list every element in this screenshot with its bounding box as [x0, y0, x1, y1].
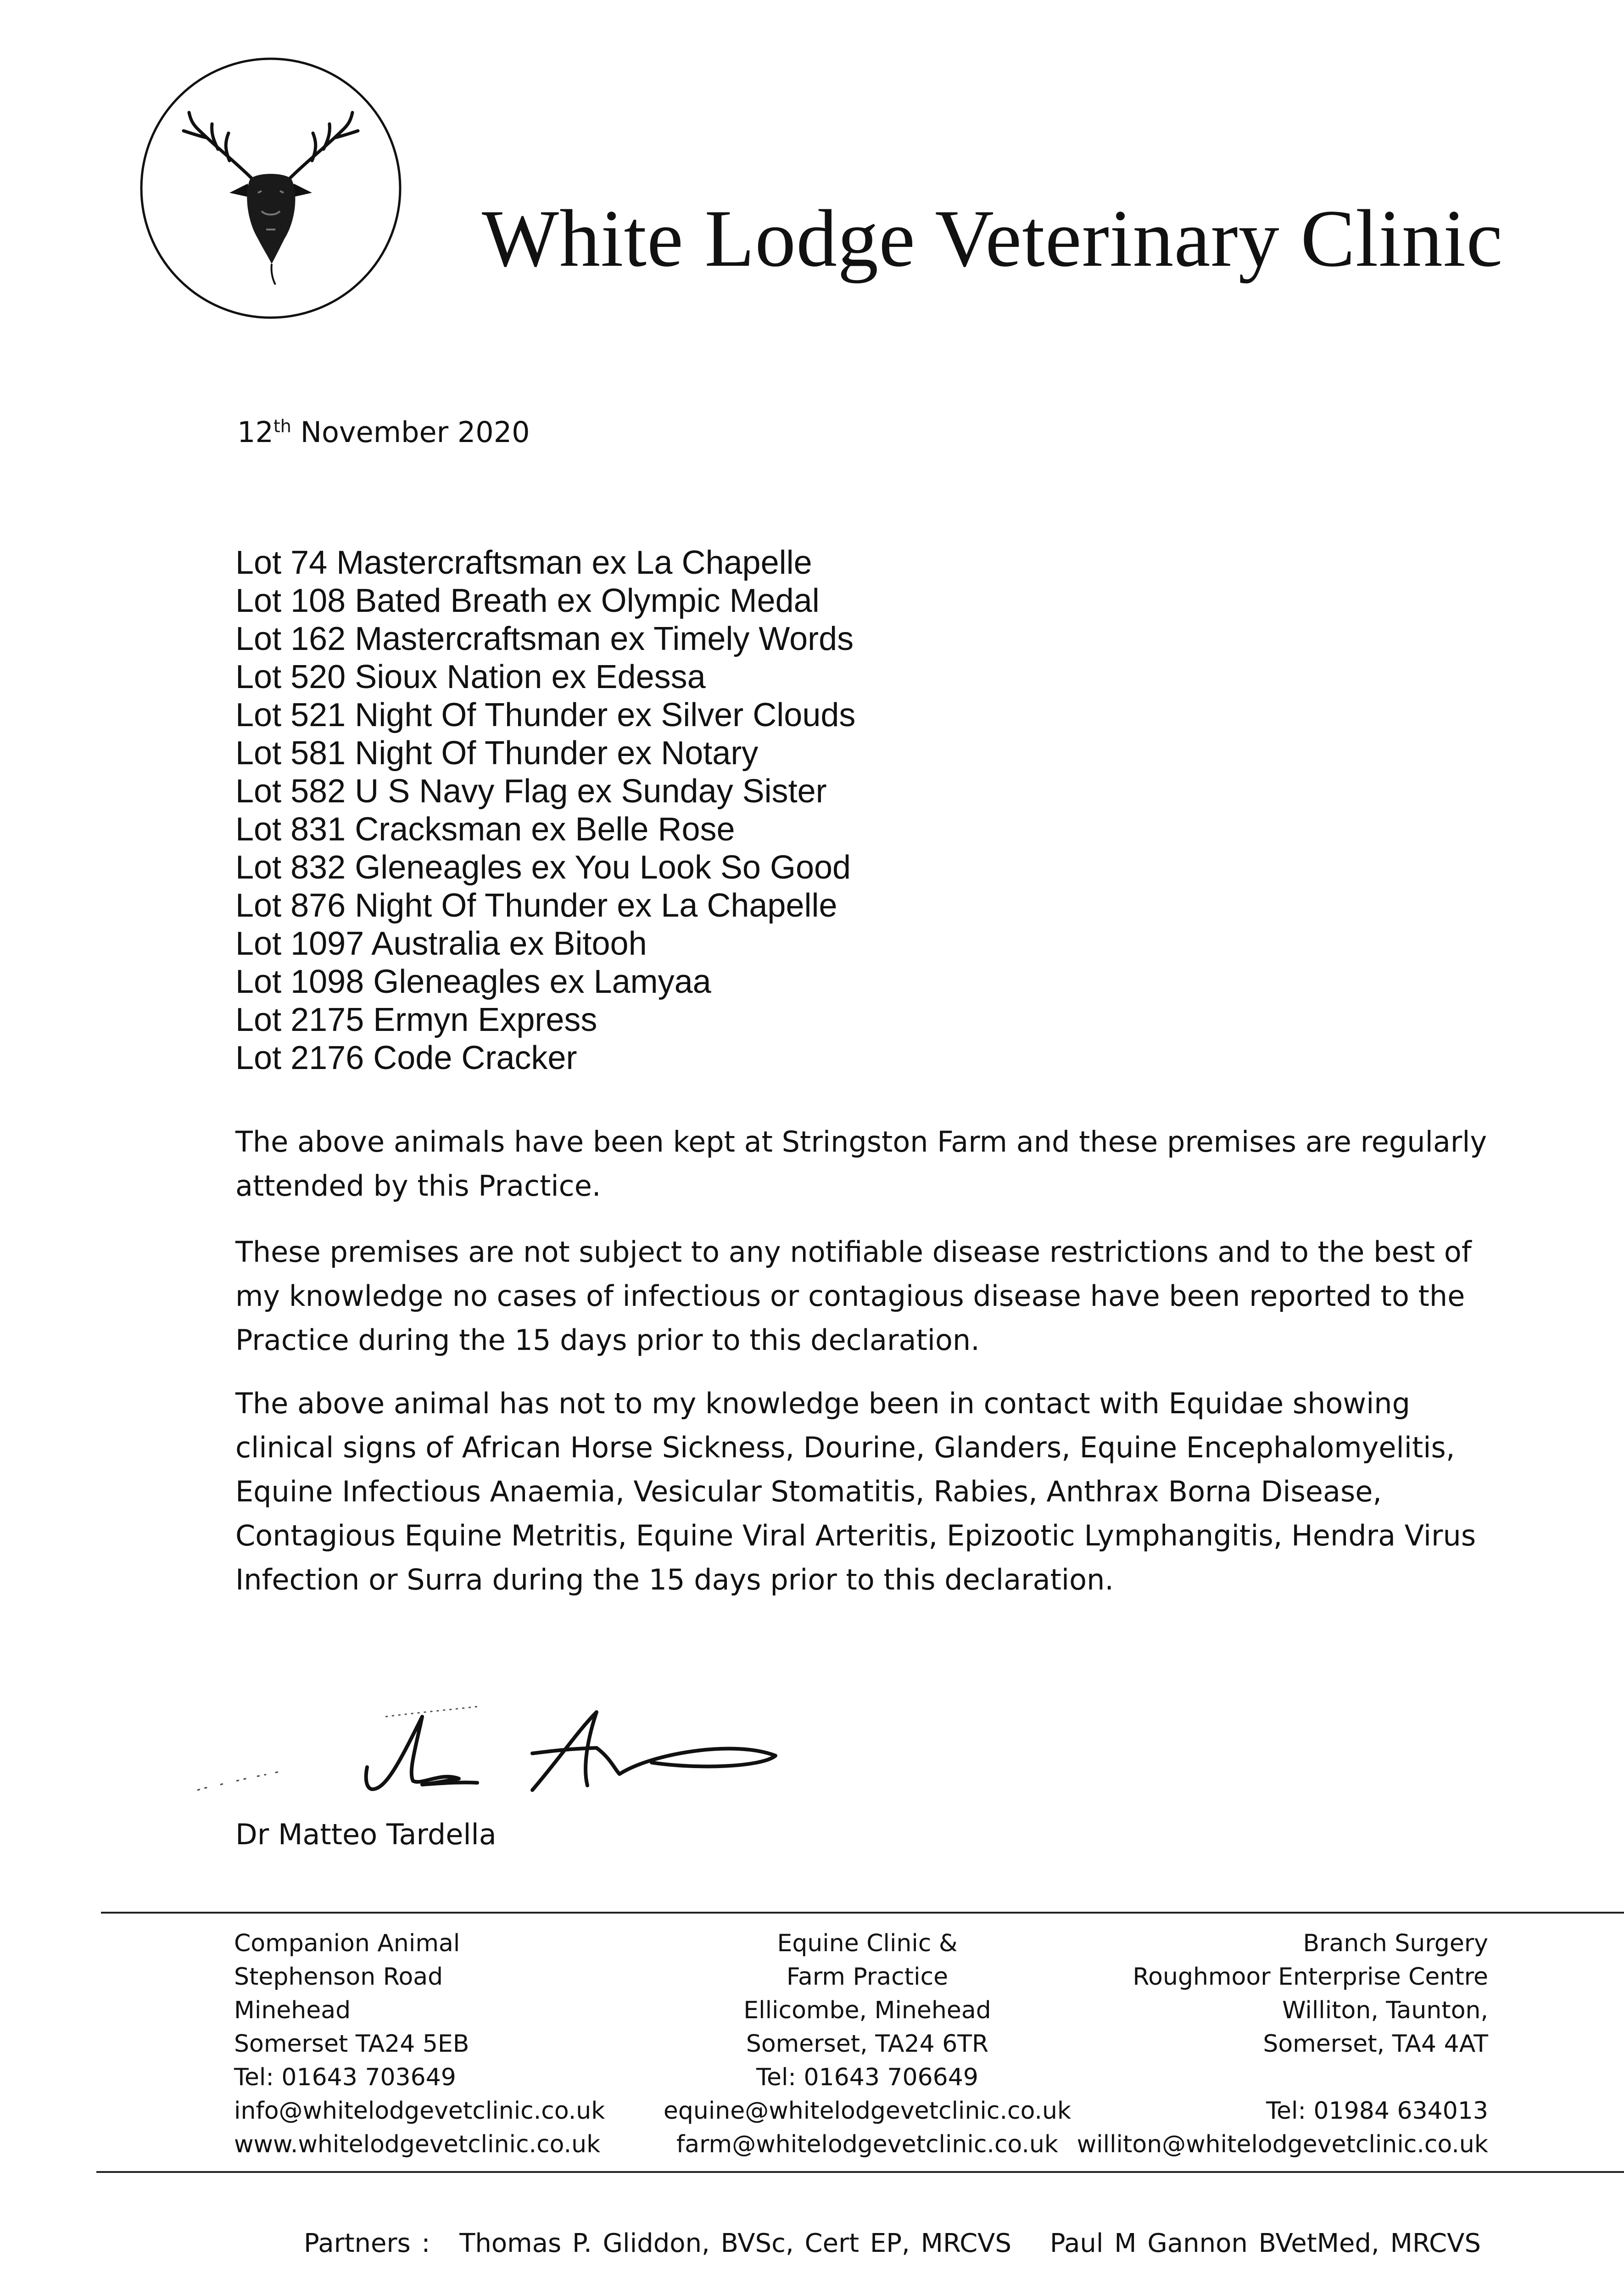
- address-line: Minehead: [234, 1997, 351, 2024]
- letter-date: [237, 415, 530, 449]
- lot-item: Lot 162 Mastercraftsman ex Timely Words: [235, 621, 854, 657]
- address-spacer: [1077, 2061, 1488, 2094]
- companion-animal-address: [234, 1927, 605, 2161]
- address-line: Somerset, TA4 4AT: [1263, 2030, 1488, 2058]
- lot-item: Lot 832 Gleneagles ex You Look So Good: [235, 849, 851, 886]
- address-line: Somerset TA24 5EB: [234, 2030, 469, 2058]
- email-link[interactable]: farm@whitelodgevetclinic.co.uk: [676, 2131, 1059, 2158]
- address-line: Roughmoor Enterprise Centre: [1133, 1963, 1488, 1991]
- email-link[interactable]: williton@whitelodgevetclinic.co.uk: [1077, 2131, 1488, 2158]
- lot-item: Lot 2175 Ermyn Express: [235, 1002, 597, 1038]
- address-line: Williton, Taunton,: [1282, 1997, 1488, 2024]
- lot-item: Lot 582 U S Navy Flag ex Sunday Sister: [235, 773, 827, 810]
- lot-item: Lot 521 Night Of Thunder ex Silver Clouds: [235, 697, 856, 733]
- lot-item: Lot 2176 Code Cracker: [235, 1040, 577, 1076]
- email-link[interactable]: info@whitelodgevetclinic.co.uk: [234, 2097, 605, 2125]
- signatory-name: Dr Matteo Tardella: [235, 1818, 497, 1851]
- date-month-year: November 2020: [291, 415, 530, 449]
- date-suffix: th: [273, 416, 291, 437]
- disease-restrictions-paragraph: These premises are not subject to any notifiable disease restrictions and to the best of my knowledge no cases of infectious or contagious disease have been reported to the Practice during the 15 days prior to this declaration.: [235, 1235, 1472, 1357]
- website-link[interactable]: www.whitelodgevetclinic.co.uk: [234, 2131, 601, 2158]
- address-line: Equine Clinic &: [777, 1930, 958, 1957]
- branch-surgery-address: [1077, 1927, 1488, 2161]
- footer-divider-bottom: [96, 2171, 1624, 2173]
- premises-paragraph: The above animals have been kept at Stringston Farm and these premises are regularly attended by this Practice.: [235, 1125, 1487, 1203]
- phone-number: Tel: 01643 703649: [234, 2064, 456, 2091]
- email-link[interactable]: equine@whitelodgevetclinic.co.uk: [663, 2097, 1072, 2125]
- lot-item: Lot 108 Bated Breath ex Olympic Medal: [235, 582, 820, 619]
- lot-item: Lot 520 Sioux Nation ex Edessa: [235, 659, 706, 695]
- lot-item: Lot 74 Mastercraftsman ex La Chapelle: [235, 544, 812, 581]
- lot-item: Lot 831 Cracksman ex Belle Rose: [235, 811, 735, 848]
- partners-line: [304, 2228, 1481, 2258]
- stag-head-logo: [138, 55, 404, 321]
- partners-label: Partners :: [304, 2228, 430, 2258]
- lot-item: Lot 581 Night Of Thunder ex Notary: [235, 735, 759, 772]
- partner-name: Thomas P. Gliddon, BVSc, Cert EP, MRCVS: [459, 2228, 1012, 2258]
- phone-number: Tel: 01643 706649: [756, 2064, 978, 2091]
- equine-clinic-address: [615, 1927, 1120, 2161]
- phone-number: Tel: 01984 634013: [1266, 2097, 1488, 2125]
- clinic-name: White Lodge Veterinary Clinic: [482, 193, 1503, 284]
- equidae-contact-paragraph: The above animal has not to my knowledge been in contact with Equidae showing clinical signs of African Horse Sickness, Dourine, Glanders, Equine Encephalomyelitis, Equine Infectious Anaemia, Vesicular Stomatitis, Rabies, Anthrax Borna Disease, Contagious Equine Metritis, Equine Viral Arteritis, Epizootic Lymphangitis, Hendra Virus Infection or Surra during the 15 days prior to this declaration.: [235, 1387, 1476, 1596]
- handwritten-signature: [184, 1685, 794, 1841]
- address-line: Somerset, TA24 6TR: [746, 2030, 989, 2058]
- address-line: Ellicombe, Minehead: [743, 1997, 991, 2024]
- address-line: Farm Practice: [786, 1963, 949, 1991]
- footer-divider-top: [101, 1912, 1624, 1914]
- address-line: Branch Surgery: [1303, 1930, 1488, 1957]
- lot-list: [235, 544, 855, 1077]
- address-line: Stephenson Road: [234, 1963, 443, 1991]
- date-day: 12: [237, 415, 273, 449]
- lot-item: Lot 876 Night Of Thunder ex La Chapelle: [235, 887, 837, 924]
- address-line: Companion Animal: [234, 1930, 460, 1957]
- lot-item: Lot 1098 Gleneagles ex Lamyaa: [235, 963, 711, 1000]
- lot-item: Lot 1097 Australia ex Bitooh: [235, 925, 647, 962]
- partner-name: Paul M Gannon BVetMed, MRCVS: [1049, 2228, 1481, 2258]
